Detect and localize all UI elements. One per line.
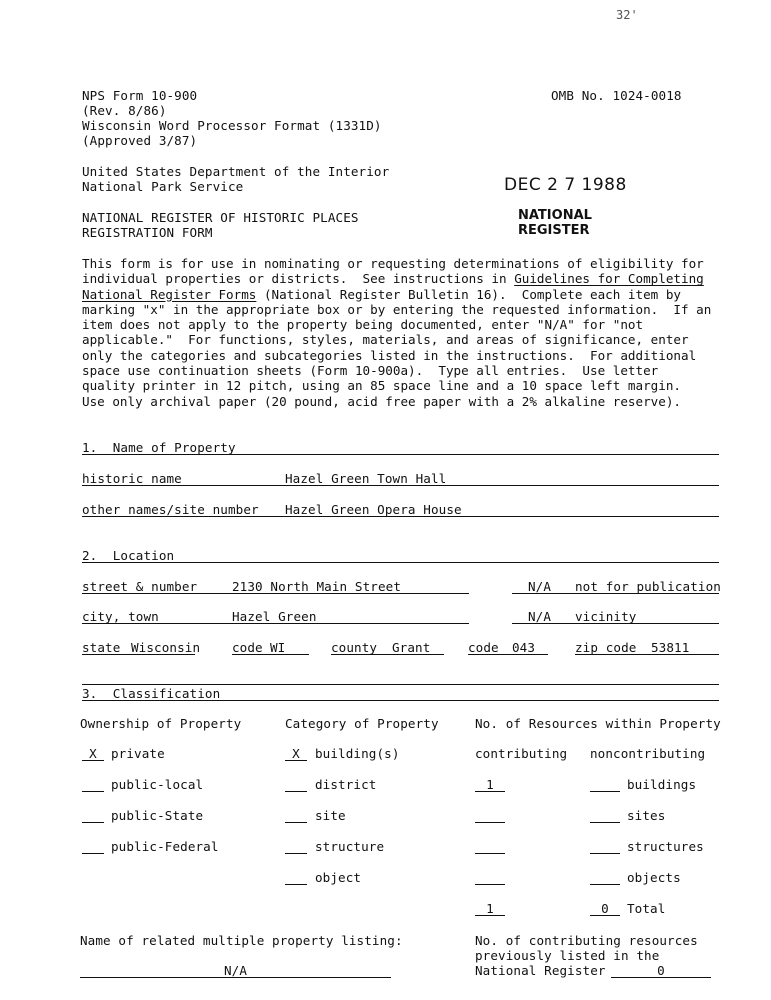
county-label: county <box>331 640 378 655</box>
vicinity-value[interactable]: N/A <box>528 609 552 624</box>
total-label: Total <box>627 901 666 916</box>
service-name: National Park Service <box>82 179 244 194</box>
instructions-line: This form is for use in nominating or requesting determinations of eligibility for <box>82 256 704 271</box>
historic-name-line <box>82 485 719 486</box>
structures-noncontributing[interactable] <box>590 839 620 854</box>
previously-listed-value[interactable]: 0 <box>611 963 711 978</box>
total-noncontributing[interactable]: 0 <box>590 901 620 916</box>
total-contributing[interactable]: 1 <box>475 901 505 916</box>
corner-annotation: 32' <box>616 8 638 22</box>
street-value[interactable]: 2130 North Main Street <box>232 579 402 594</box>
state-code-label: code <box>232 640 263 655</box>
ownership-public-federal-label: public-Federal <box>111 839 219 854</box>
form-revision: (Rev. 8/86) <box>82 103 167 118</box>
stamp-national: NATIONAL <box>518 208 592 223</box>
instructions-paragraph <box>82 256 732 409</box>
state-value[interactable]: Wisconsin <box>131 640 201 655</box>
city-line <box>82 623 469 624</box>
instructions-line: space use continuation sheets (Form 10-900a). Type all entries. Use letter <box>82 363 659 379</box>
buildings-noncontributing[interactable] <box>590 777 620 792</box>
structures-contributing[interactable] <box>475 839 505 854</box>
category-district-label: district <box>315 777 377 792</box>
ownership-public-local-checkbox[interactable] <box>82 777 104 792</box>
registration-form-title: REGISTRATION FORM <box>82 225 213 240</box>
zip-value[interactable]: 53811 <box>651 640 690 655</box>
historic-name-value[interactable]: Hazel Green Town Hall <box>285 471 447 486</box>
structures-label: structures <box>627 839 704 854</box>
ownership-private-label: private <box>111 746 165 761</box>
not-for-publication-label: not for publication <box>575 579 721 594</box>
buildings-label: buildings <box>627 777 697 792</box>
previously-listed-line3: National Register <box>475 963 606 978</box>
state-code-value[interactable]: WI <box>270 640 286 655</box>
ownership-public-state-checkbox[interactable] <box>82 808 104 823</box>
section1-rule <box>82 454 719 455</box>
instructions-line: individual properties or districts. See instructions in Guidelines for Completing <box>82 271 704 287</box>
city-value[interactable]: Hazel Green <box>232 609 317 624</box>
county-code-line <box>468 654 548 655</box>
historic-name-label: historic name <box>82 471 182 486</box>
objects-label: objects <box>627 870 681 885</box>
form-number: NPS Form 10-900 <box>82 88 198 103</box>
guidelines-link: Guidelines for Completing <box>514 271 704 287</box>
not-for-publication-value[interactable]: N/A <box>528 579 552 594</box>
section1-heading: 1. Name of Property <box>82 440 236 455</box>
instructions-line: National Register Forms (National Register Bulletin 16). Complete each item by <box>82 286 681 302</box>
not-for-publication-line <box>512 593 719 594</box>
instructions-line: applicable." For functions, styles, materials, and areas of significance, enter <box>82 332 689 348</box>
register-title: NATIONAL REGISTER OF HISTORIC PLACES <box>82 210 359 225</box>
category-structure-label: structure <box>315 839 385 854</box>
omb-number: OMB No. 1024-0018 <box>551 88 682 103</box>
instructions-line: only the categories and subcategories listed in the instructions. For additional <box>82 347 697 363</box>
contributing-heading: contributing <box>475 746 568 761</box>
section3-heading: 3. Classification <box>82 686 221 701</box>
noncontributing-heading: noncontributing <box>590 746 706 761</box>
category-site-label: site <box>315 808 346 823</box>
category-heading: Category of Property <box>285 716 439 731</box>
county-code-value[interactable]: 043 <box>512 640 536 655</box>
sites-contributing[interactable] <box>475 808 505 823</box>
category-object-checkbox[interactable] <box>285 870 307 885</box>
instructions-line: marking "x" in the appropriate box or by entering the requested information. If an <box>82 301 712 317</box>
guidelines-link-cont: National Register Forms <box>82 286 257 302</box>
street-label: street & number <box>82 579 198 594</box>
state-label: state <box>82 640 121 655</box>
resources-heading: No. of Resources within Property <box>475 716 721 731</box>
ownership-private-checkbox[interactable]: X <box>82 746 104 761</box>
section2-heading: 2. Location <box>82 548 175 563</box>
section3-rule <box>82 700 719 701</box>
ownership-public-local-label: public-local <box>111 777 204 792</box>
instructions-line: Use only archival paper (20 pound, acid free paper with a 2% alkaline reserve). <box>82 393 681 409</box>
county-line <box>331 654 444 655</box>
department-name: United States Department of the Interior <box>82 164 390 179</box>
category-district-checkbox[interactable] <box>285 777 307 792</box>
category-object-label: object <box>315 870 362 885</box>
objects-contributing[interactable] <box>475 870 505 885</box>
ownership-public-state-label: public-State <box>111 808 204 823</box>
buildings-contributing[interactable]: 1 <box>475 777 505 792</box>
multiple-listing-label: Name of related multiple property listing: <box>80 933 403 948</box>
other-names-value[interactable]: Hazel Green Opera House <box>285 502 462 517</box>
category-site-checkbox[interactable] <box>285 808 307 823</box>
stamp-register: REGISTER <box>518 223 590 238</box>
previously-listed-line2: previously listed in the <box>475 948 660 963</box>
objects-noncontributing[interactable] <box>590 870 620 885</box>
other-names-label: other names/site number <box>82 502 259 517</box>
form-approved: (Approved 3/87) <box>82 133 198 148</box>
category-building-label: building(s) <box>315 746 400 761</box>
sites-label: sites <box>627 808 666 823</box>
county-code-label: code <box>468 640 499 655</box>
received-date-stamp: DEC 2 7 1988 <box>504 175 627 195</box>
county-value[interactable]: Grant <box>392 640 431 655</box>
other-names-line <box>82 516 719 517</box>
section3-top-rule <box>82 684 719 685</box>
state-code-line <box>232 654 309 655</box>
city-label: city, town <box>82 609 159 624</box>
instructions-line: item does not apply to the property being documented, enter "N/A" for "not <box>82 317 644 333</box>
vicinity-label: vicinity <box>575 609 637 624</box>
sites-noncontributing[interactable] <box>590 808 620 823</box>
instructions-line: quality printer in 12 pitch, using an 85 space line and a 10 space left margin. <box>82 378 681 394</box>
zip-line <box>575 654 719 655</box>
form-format: Wisconsin Word Processor Format (1331D) <box>82 118 382 133</box>
vicinity-line <box>512 623 719 624</box>
state-line <box>82 654 195 655</box>
ownership-public-federal-checkbox[interactable] <box>82 839 104 854</box>
previously-listed-line1: No. of contributing resources <box>475 933 698 948</box>
multiple-listing-value[interactable]: N/A <box>80 963 391 978</box>
category-structure-checkbox[interactable] <box>285 839 307 854</box>
category-building-checkbox[interactable]: X <box>285 746 307 761</box>
street-line <box>82 593 469 594</box>
ownership-heading: Ownership of Property <box>80 716 242 731</box>
zip-label: zip code <box>575 640 637 655</box>
section2-rule <box>82 562 719 563</box>
